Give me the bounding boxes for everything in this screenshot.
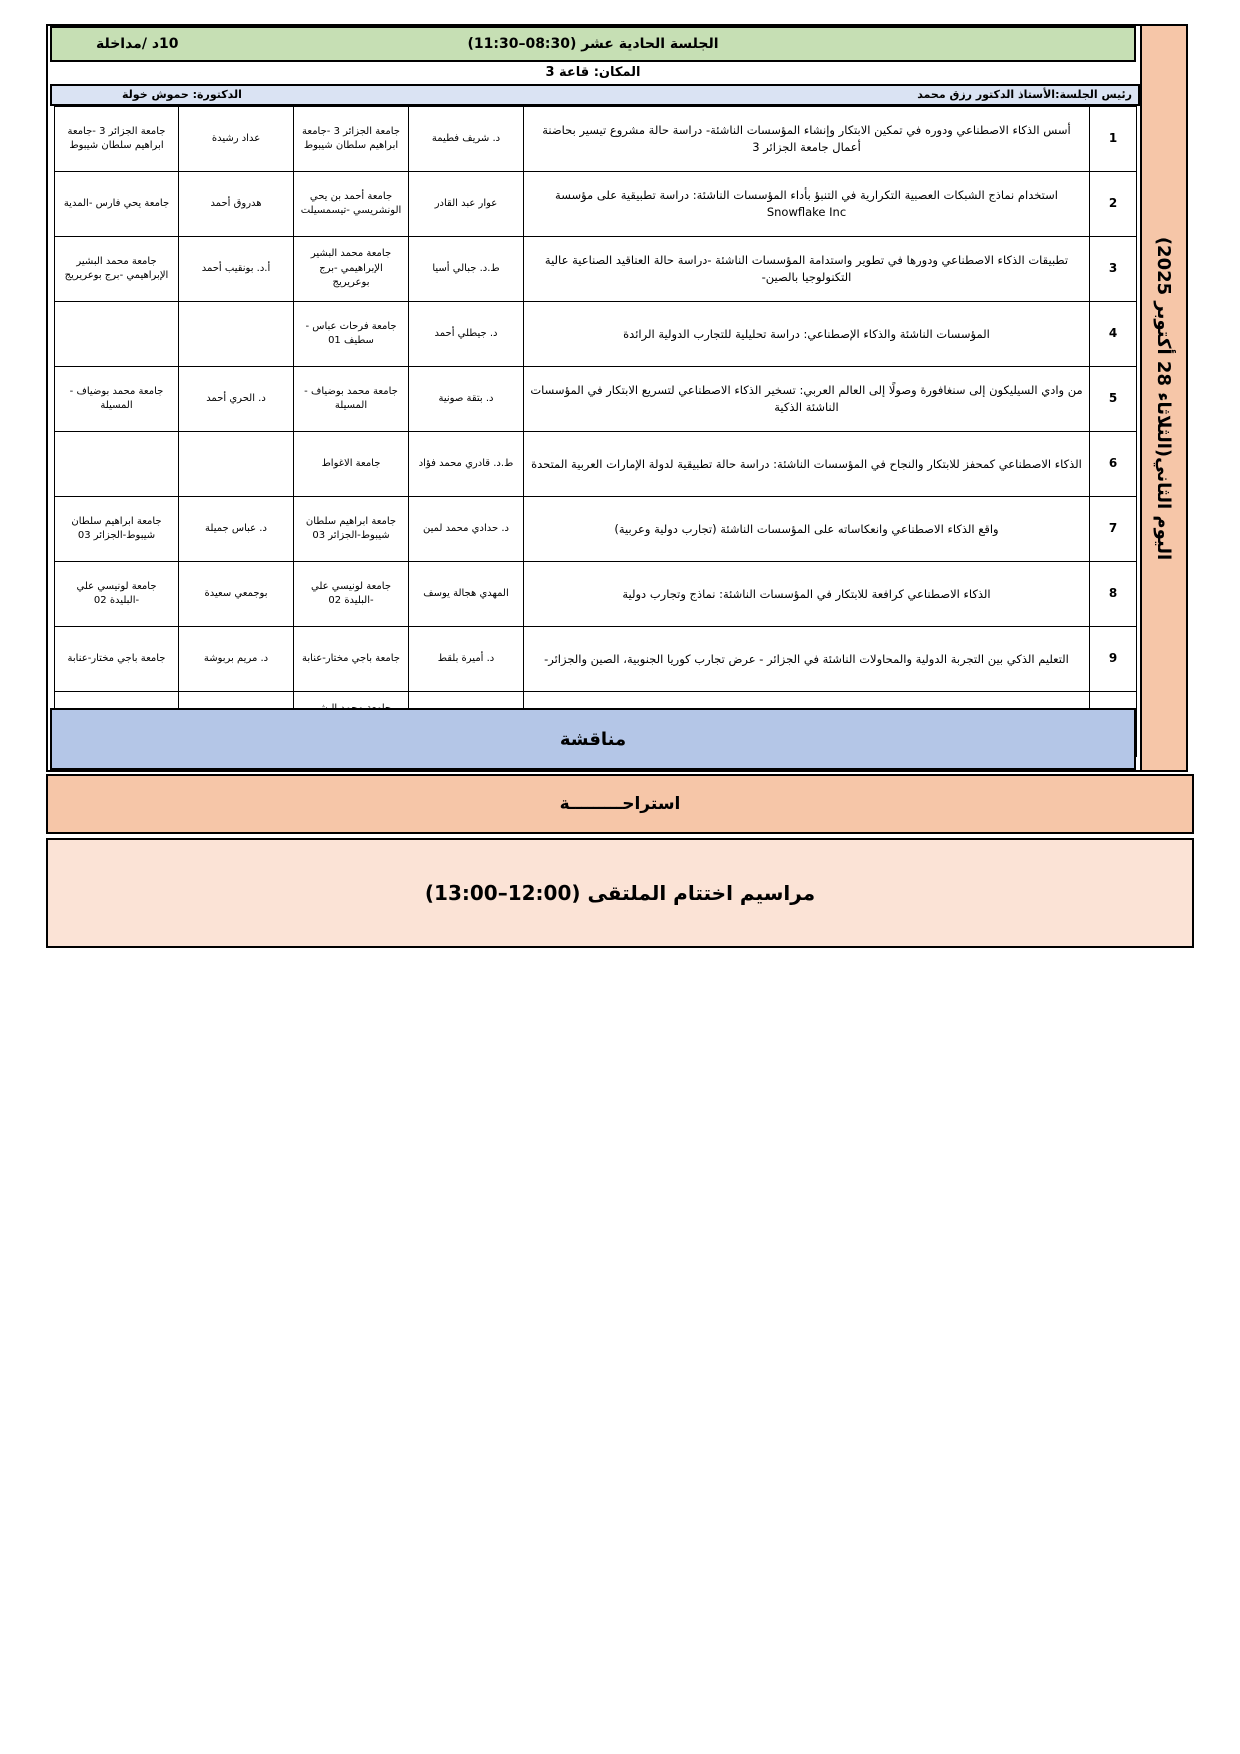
table-row — [55, 107, 1137, 172]
affiliation-secondary: جامعة ابراهيم سلطان شيبوط-الجزائر 03 — [55, 497, 179, 562]
paper-title: تطبيقات الذكاء الاصطناعي ودورها في تطوير واستدامة المؤسسات الناشئة -دراسة حالة العناقيد الصناعية عالية التكنولوجيا بالصين- — [524, 237, 1090, 302]
paper-number: 1 — [1090, 107, 1137, 172]
chair-bar — [50, 84, 1140, 106]
break-bar: استراحـــــــــة — [46, 774, 1194, 834]
paper-number: 5 — [1090, 367, 1137, 432]
paper-number: 9 — [1090, 627, 1137, 692]
author-secondary: عداد رشيدة — [179, 107, 294, 172]
affiliation-primary: جامعة أحمد بن يحي الونشريسي -تيسمسيلت — [294, 172, 409, 237]
table-row — [55, 627, 1137, 692]
papers-table — [54, 106, 1137, 757]
affiliation-primary: جامعة باجي مختار-عنابة — [294, 627, 409, 692]
table-row — [55, 432, 1137, 497]
affiliation-secondary: جامعة يحي فارس -المدية — [55, 172, 179, 237]
affiliation-primary: جامعة ابراهيم سلطان شيبوط-الجزائر 03 — [294, 497, 409, 562]
paper-title: الذكاء الاصطناعي كمحفز للابتكار والنجاح في المؤسسات الناشئة: دراسة حالة تطبيقية لدولة الإمارات العربية المتحدة — [524, 432, 1090, 497]
session-header — [50, 26, 1136, 62]
day-label: اليوم الثاني(الثلاثاء 28 أكتوبر 2025) — [1153, 236, 1175, 560]
author-primary: المهدي هجالة يوسف — [409, 562, 524, 627]
affiliation-primary: جامعة محمد البشير الإبراهيمي -برج بوعريريج — [294, 237, 409, 302]
author-secondary: هدروق أحمد — [179, 172, 294, 237]
author-primary: عوار عبد القادر — [409, 172, 524, 237]
paper-number: 3 — [1090, 237, 1137, 302]
paper-number: 2 — [1090, 172, 1137, 237]
author-primary: د. جيطلي أحمد — [409, 302, 524, 367]
author-primary: د. بتقة صونية — [409, 367, 524, 432]
affiliation-primary: جامعة الاغواط — [294, 432, 409, 497]
table-row — [55, 172, 1137, 237]
author-primary: د. حدادي محمد لمين — [409, 497, 524, 562]
session-chair: رئيس الجلسة:الأستاذ الدكتور رزق محمد — [917, 88, 1132, 101]
session-co-chair: الدكتورة: حموش خولة — [122, 88, 242, 101]
affiliation-secondary: جامعة باجي مختار-عنابة — [55, 627, 179, 692]
paper-title: واقع الذكاء الاصطناعي وانعكاساته على المؤسسات الناشئة (تجارب دولية وعربية) — [524, 497, 1090, 562]
time-per-talk: 10د /مداخلة — [96, 36, 179, 52]
discussion-bar: مناقشة — [50, 708, 1136, 770]
table-row — [55, 237, 1137, 302]
affiliation-primary: جامعة فرحات عباس - سطيف 01 — [294, 302, 409, 367]
venue: المكان: قاعة 3 — [545, 65, 641, 80]
table-row — [55, 367, 1137, 432]
affiliation-secondary: جامعة الجزائر 3 -جامعة ابراهيم سلطان شيبوط — [55, 107, 179, 172]
table-row — [55, 562, 1137, 627]
affiliation-secondary — [55, 432, 179, 497]
author-primary: ط.د. جبالي أسيا — [409, 237, 524, 302]
author-secondary: بوجمعي سعيدة — [179, 562, 294, 627]
closing-ceremony: مراسيم اختتام الملتقى (12:00–13:00) — [46, 838, 1194, 948]
author-secondary: د. مريم بربوشة — [179, 627, 294, 692]
author-primary: د. شريف فطيمة — [409, 107, 524, 172]
affiliation-primary: جامعة الجزائر 3 -جامعة ابراهيم سلطان شيبوط — [294, 107, 409, 172]
paper-title: استخدام نماذج الشبكات العصبية التكرارية في التنبؤ بأداء المؤسسات الناشئة: دراسة تطبيقية على مؤسسة Snowflake Inc — [524, 172, 1090, 237]
paper-number: 8 — [1090, 562, 1137, 627]
session-title: الجلسة الحادية عشر (08:30–11:30) — [467, 36, 719, 52]
author-secondary: د. الحري أحمد — [179, 367, 294, 432]
author-secondary — [179, 302, 294, 367]
author-secondary: أ.د. بونقيب أحمد — [179, 237, 294, 302]
paper-title: المؤسسات الناشئة والذكاء الإصطناعي: دراسة تحليلية للتجارب الدولية الرائدة — [524, 302, 1090, 367]
author-secondary: د. عباس جميلة — [179, 497, 294, 562]
day-column — [1140, 24, 1188, 772]
paper-title: أسس الذكاء الاصطناعي ودوره في تمكين الابتكار وإنشاء المؤسسات الناشئة- دراسة حالة مشروع تيسير بحاضنة أعمال جامعة الجزائر 3 — [524, 107, 1090, 172]
affiliation-secondary — [55, 302, 179, 367]
affiliation-secondary: جامعة محمد البشير الإبراهيمي -برج بوعريريج — [55, 237, 179, 302]
paper-title: الذكاء الاصطناعي كرافعة للابتكار في المؤسسات الناشئة: نماذج وتجارب دولية — [524, 562, 1090, 627]
paper-title: من وادي السيليكون إلى سنغافورة وصولًا إلى العالم العربي: تسخير الذكاء الاصطناعي لتسريع الابتكار في المؤسسات الناشئة الذكية — [524, 367, 1090, 432]
paper-number: 7 — [1090, 497, 1137, 562]
author-primary: ط.د. قادري محمد فؤاد — [409, 432, 524, 497]
affiliation-primary: جامعة لونيسي علي -البليدة 02 — [294, 562, 409, 627]
table-row — [55, 302, 1137, 367]
author-secondary — [179, 432, 294, 497]
table-row — [55, 497, 1137, 562]
paper-number: 6 — [1090, 432, 1137, 497]
paper-number: 4 — [1090, 302, 1137, 367]
author-primary: د. أميرة بلقط — [409, 627, 524, 692]
paper-title: التعليم الذكي بين التجربة الدولية والمحاولات الناشئة في الجزائر - عرض تجارب كوريا الجنوبية، الصين والجزائر- — [524, 627, 1090, 692]
affiliation-secondary: جامعة لونيسي علي -البليدة 02 — [55, 562, 179, 627]
affiliation-primary: جامعة محمد بوضياف - المسيلة — [294, 367, 409, 432]
affiliation-secondary: جامعة محمد بوضياف - المسيلة — [55, 367, 179, 432]
